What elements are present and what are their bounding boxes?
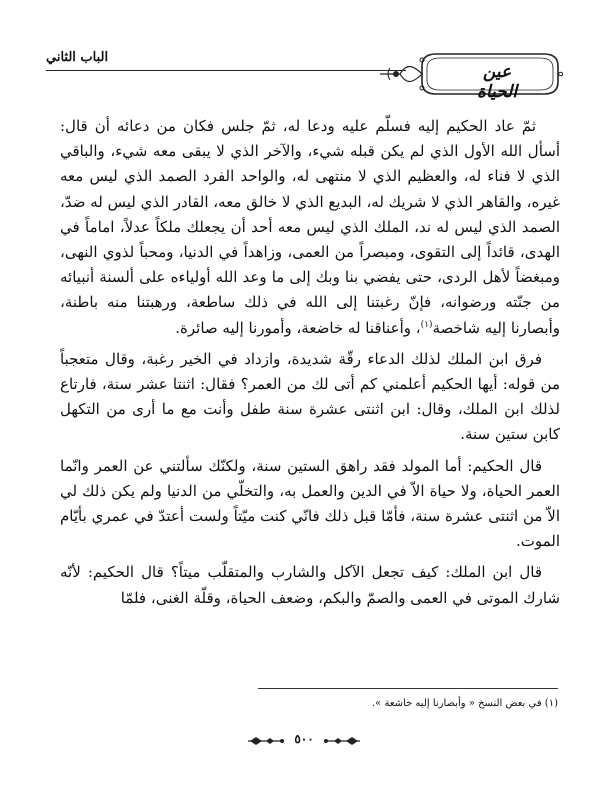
paragraph: قال ابن الملك: كيف تجعل الآكل والشارب والمتقلّب ميتاً؟ قال الحكيم: لأنّه شارك الموتى في العمى والصمّ والبكم، وضعف الحياة، وقلّة الغنى، فلمّا [60,563,560,607]
footnote: (١) في بعض النسخ « وأبصارنا إليه خاشعة ». [372,698,558,709]
paragraph: قال الحكيم: أما المولد فقد راهق الستين سنة، ولكنّك سألتني عن العمر وانّما العمر الحياة، ولا حياة الاّ في الدين والعمل به، والتخلّي من الدنيا ولم يكن ذلك لي الاّ من اثنتى عشرة سنة، فأمّا قبل ذلك فانّي كنت ميّتاً ولست أعتدّ في عمري بأيّام الموت. [60,456,560,551]
paragraph-text: ثمّ عاد الحكيم إليه فسلّم عليه ودعا له، ثمّ جلس فكان من دعائه أن قال: أسأل الله الأول الذي لم يكن قبله شيء، والآخر الذي لا يبقى معه شيء، والباقي الذي لا فناء له، والعظيم الذي لا منتهى له، والواحد الفرد الصمد الذي ليس معه غيره، والقاهر الذي لا شريك له، البديع الذي لا خالق معه، القادر الذي ليس له ضدّ، الصمد الذي ليس له ند، الملك الذي ليس معه أحد أن يجعلك ملكاً عدلاً، اماماً في الهدى، قائداً إلى التقوى، ومبصراً من العمى، وزاهداً في الدنيا، ومحباً لذوي النهى، ومبغضاً لأهل الردى، حتى يفضي بنا وبك إلى ما وعد الله أولياءه على ألسنة أنبيائه من جنّته ورضوانه، فإنّ رغبتنا إلى الله في ذلك ساطعة، ورهبتنا منه باطنة، وأبصارنا إليه شاخصة [60,117,560,337]
footnote-reference: (١) [420,319,433,330]
paragraph [60,114,560,341]
header-rule [46,70,406,71]
footnote-rule [258,688,558,689]
page-number-block [244,731,364,751]
paragraph: فرق ابن الملك لذلك الدعاء رقّة شديدة، وازداد في الخير رغبة، وقال متعجباً من قوله: أيها الحكيم أعلمني كم أتى لك من العمر؟ فقال: اثنتا عشر سنة، فارتاع لذلك ابن الملك، وقال: ابن اثنتى عشرة سنة طفل وأنت مع ما أرى من التكهل كابن ستين سنة. [60,349,560,444]
paragraph-text-tail: ، وأعناقنا له خاضعة، وأمورنا إليه صائرة. [175,318,421,337]
page-number: ٥٠٠ [284,732,324,746]
chapter-title: الباب الثاني [46,50,109,65]
book-title: عين الحياة [476,62,518,102]
body-text [60,114,560,617]
